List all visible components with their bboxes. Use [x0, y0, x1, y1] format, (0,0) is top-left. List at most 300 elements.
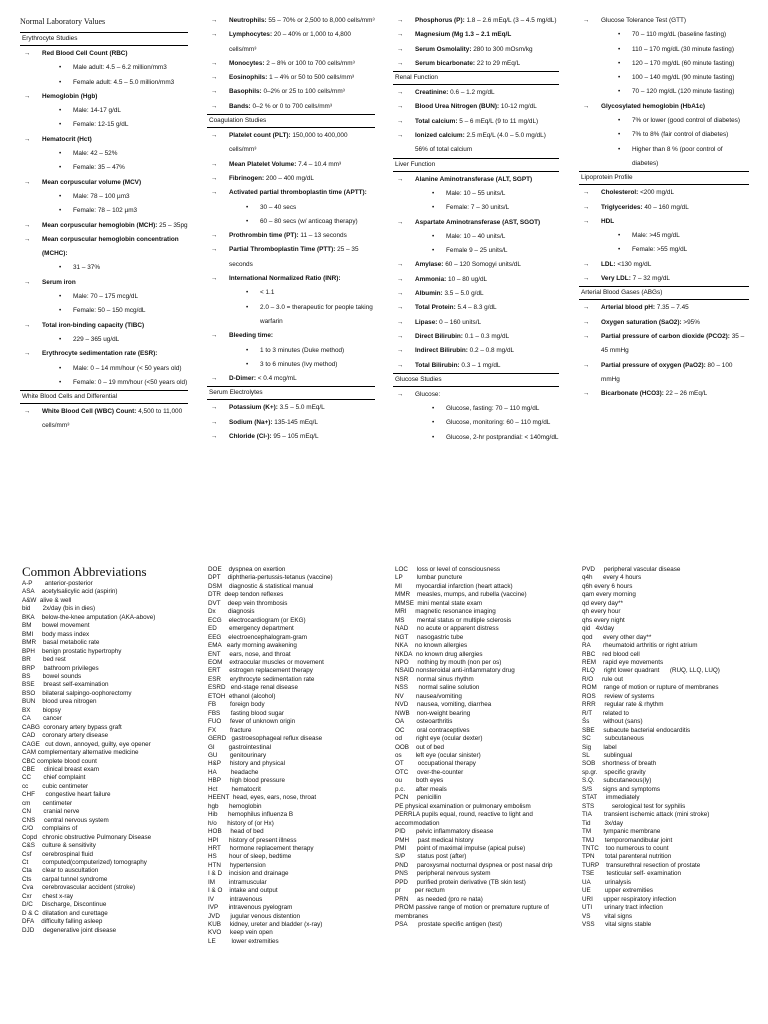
abbreviation-entry: BKA below-the-knee amputation (AKA-above) — [22, 613, 156, 621]
arrow-icon: → — [211, 88, 218, 96]
lab-test-name: Hemoglobin (Hgb) — [42, 92, 98, 100]
lab-test-value: 0–2% or 25 to 100 cells/mm³ — [261, 88, 345, 96]
abbreviation-entry: DJD degenerative joint disease — [22, 926, 117, 934]
lab-test-name: Bleeding time: — [229, 332, 274, 340]
abbreviation-entry: PROM passive range of motion or premature rupture of membranes — [395, 904, 549, 920]
abbreviation-entry: PNS peripheral nervous system — [395, 870, 491, 878]
lab-value-item — [579, 316, 749, 330]
section-heading: Coagulation Studies — [207, 114, 375, 128]
lab-value-item — [393, 316, 559, 330]
lab-test-name: Bicarbonate (HCO3): — [601, 390, 664, 398]
lab-sub-text: Higher than 8 % (poor control of diabetes) — [632, 145, 723, 167]
lab-test-value: 35 – 45 mmHg — [601, 332, 745, 355]
bullet-icon: • — [618, 59, 621, 67]
lab-value-item — [579, 201, 749, 215]
lab-test-name: Total Bilirubin: — [415, 361, 460, 369]
bullet-icon: • — [618, 88, 621, 96]
abbreviation-entry: BM bowel movement — [22, 622, 90, 630]
abbreviation-entry: S/P status post (after) — [395, 853, 467, 861]
abbreviation-entry: GI gastrointestinal — [208, 743, 271, 751]
arrow-icon: → — [583, 203, 590, 211]
lab-sub-value — [20, 147, 188, 161]
lab-test-name: Magnesium (Mg 1.3 – 2.1 mEq/L — [415, 31, 512, 39]
abbreviation-entry: TNTC too numerous to count — [582, 844, 669, 852]
abbreviation-entry: ROM range of motion or rupture of membranes — [582, 684, 719, 692]
arrow-icon: → — [397, 361, 404, 369]
lab-value-item — [207, 14, 375, 28]
abbreviation-entry: PCN penicillin — [395, 794, 442, 802]
lab-test-name: Albumin: — [415, 290, 443, 298]
lab-test-value: 10-12 mg/dL — [499, 103, 537, 111]
lab-value-item — [20, 319, 188, 333]
lab-test-name: Monocytes: — [229, 59, 265, 67]
lab-sub-text: 3 to 6 minutes (Ivy method) — [260, 360, 338, 368]
lab-test-name: Phosphorus (P): — [415, 17, 465, 24]
page-title: Normal Laboratory Values — [20, 17, 106, 26]
abbreviation-entry: PSA prostate specific antigen (test) — [395, 921, 503, 929]
abbreviation-entry: os left eye (ocular sinister) — [395, 751, 481, 759]
lab-sub-text: Male: 42 – 52% — [73, 150, 118, 158]
lab-test-value: 10 – 80 ug/dL — [446, 275, 488, 283]
lab-value-item — [579, 258, 749, 272]
lab-sub-text: Male adult: 4.5 – 6.2 million/mm3 — [73, 64, 167, 72]
lab-sub-value — [393, 230, 559, 244]
abbreviation-entry: NV nausea/vomiting — [395, 692, 462, 700]
lab-value-item — [393, 258, 559, 272]
bullet-icon: • — [618, 45, 621, 53]
lab-sub-value — [393, 187, 559, 201]
lab-test-name: Prothrombin time (PT): — [229, 232, 299, 240]
lab-sub-text: 110 – 170 mg/dL (30 minute fasting) — [632, 45, 734, 53]
section-electrolytes — [207, 386, 375, 444]
abbreviation-entry: MMSE mini mental state exam — [395, 599, 483, 607]
lab-value-item — [20, 133, 188, 147]
section-erythrocyte — [20, 32, 188, 390]
lab-test-value: 25 – 35 seconds — [229, 246, 359, 268]
lab-value-item — [393, 100, 559, 114]
lab-test-value: 3.5 – 5.0 mEq/L — [277, 404, 325, 412]
lab-sub-text: Glucose, monitoring: 60 – 110 mg/dL — [446, 419, 551, 427]
lab-test-value: 80 – 100 mmHg — [601, 361, 733, 383]
lab-value-item — [20, 176, 188, 190]
lab-test-name: Chloride (Cl-): — [229, 433, 272, 441]
lab-value-item — [393, 330, 559, 344]
lab-test-name: Amylase: — [415, 261, 444, 269]
lab-test-name: Lipase: — [415, 318, 438, 326]
lab-test-value: Glucose: — [415, 390, 441, 398]
abbreviation-entry: ASA acetylsalicylic acid (aspirin) — [22, 588, 118, 596]
lab-test-name: Red Blood Cell Count (RBC) — [42, 50, 128, 57]
lab-sub-value — [207, 344, 375, 358]
abbreviation-entry: TPN total parenteral nutrition — [582, 853, 672, 861]
abbreviation-entry: cc cubic centimeter — [22, 782, 89, 790]
bullet-icon: • — [618, 74, 621, 82]
abbreviation-entry: CBC complete blood count — [22, 757, 97, 765]
bullet-icon: • — [59, 364, 62, 372]
lab-value-item — [207, 243, 375, 272]
lab-sub-text: Male: 14-17 g/dL — [73, 107, 121, 115]
abbreviation-entry: LP lumbar puncture — [395, 574, 463, 582]
arrow-icon: → — [211, 246, 218, 254]
lab-value-item — [20, 47, 188, 61]
arrow-icon: → — [583, 275, 590, 283]
lab-sub-value — [20, 76, 188, 90]
lab-test-value: 135-145 mEq/L — [272, 418, 318, 426]
lab-test-value: <200 mg/dL — [638, 189, 675, 197]
lab-value-item — [393, 301, 559, 315]
bullet-icon: • — [246, 360, 249, 368]
abbreviation-entry: CAGE cut down, annoyed, guilty, eye opener — [22, 740, 151, 748]
abbreviation-entry: R/O rule out — [582, 675, 623, 683]
lab-value-item — [207, 85, 375, 99]
arrow-icon: → — [24, 92, 31, 100]
abbreviation-entry: PMH past medical history — [395, 836, 474, 844]
abbreviation-entry: PMI point of maximal impulse (apical pulse) — [395, 844, 526, 852]
arrow-icon: → — [583, 332, 590, 340]
abbreviation-entry: BS bowel sounds — [22, 672, 82, 680]
lab-sub-text: Male: 10 – 40 units/L — [446, 232, 506, 240]
abbreviation-entry: STAT immediately — [582, 794, 640, 802]
lab-value-item — [207, 158, 375, 172]
lab-value-item — [207, 28, 375, 57]
abbreviation-entry: BRP bathroom privileges — [22, 664, 99, 672]
lab-sub-text: 100 – 140 mg/dL (90 minute fasting) — [632, 74, 735, 82]
abbreviation-entry: pr per rectum — [395, 887, 445, 895]
arrow-icon: → — [211, 418, 218, 426]
bullet-icon: • — [618, 117, 621, 125]
abbreviation-entry: Cva cerebrovascular accident (stroke) — [22, 884, 136, 892]
arrow-icon: → — [397, 103, 404, 111]
abbreviation-entry: CNS central nervous system — [22, 816, 109, 824]
abbreviation-entry: URI upper respiratory infection — [582, 895, 677, 903]
abbreviation-entry: CC chief complaint — [22, 774, 86, 782]
lab-sub-value — [393, 416, 559, 430]
lab-value-item — [207, 329, 375, 343]
lab-test-value: 2.5 mEq/L (4.0 – 5.0 mg/dL) 56% of total calcium — [415, 132, 546, 154]
bullet-icon: • — [59, 264, 62, 272]
abbreviation-entry: ENT ears, nose, and throat — [208, 650, 291, 658]
lab-sub-value — [393, 431, 559, 445]
lab-test-name: Total calcium: — [415, 117, 458, 125]
lab-value-item — [393, 129, 559, 158]
lab-sub-text: Male: 78 – 100 µm3 — [73, 192, 130, 200]
abbreviation-entry: ERT estrogen replacement therapy — [208, 667, 313, 675]
abbreviation-entry: BMI body mass index — [22, 630, 90, 638]
abbreviation-entry: SBE subacute bacterial endocarditis — [582, 726, 691, 734]
abbreviation-entry: od right eye (ocular dexter) — [395, 735, 483, 743]
abbreviation-entry: qh every hour — [582, 608, 621, 616]
lab-test-name: Erythrocyte sedimentation rate (ESR): — [42, 350, 158, 358]
lab-sub-value — [207, 201, 375, 215]
lab-sub-value — [207, 301, 375, 330]
arrow-icon: → — [397, 275, 404, 283]
section-heading: Arterial Blood Gases (ABGs) — [579, 286, 749, 300]
lab-test-name: Neutrophils: — [229, 17, 267, 24]
abbreviation-entry: VS vital signs — [582, 912, 633, 920]
bullet-icon: • — [59, 121, 62, 129]
lab-value-item — [20, 233, 188, 262]
arrow-icon: → — [211, 31, 218, 39]
lab-value-item — [579, 215, 749, 229]
abbreviation-entry: D/C Discharge, Discontinue — [22, 901, 107, 909]
abbreviations-column-3 — [395, 566, 575, 929]
lab-test-name: Hematocrit (Hct) — [42, 135, 92, 143]
lab-value-item — [207, 401, 375, 415]
bullet-icon: • — [59, 107, 62, 115]
abbreviation-entry: S.Q. subcutaneous(ly) — [582, 777, 652, 785]
abbreviation-entry: PPD purified protein derivative (TB skin test) — [395, 878, 526, 886]
lab-sub-text: 30 – 40 secs — [260, 203, 297, 211]
abbreviation-entry: Tid 3x/day — [582, 819, 624, 827]
section-heading: Erythrocyte Studies — [20, 32, 188, 46]
lab-test-name: International Normalized Ratio (INR): — [229, 275, 341, 283]
arrow-icon: → — [24, 278, 31, 286]
abbreviation-entry: Cxr chest x-ray — [22, 892, 74, 900]
abbreviation-entry: Csf cerebrospinal fluid — [22, 850, 94, 858]
abbreviation-entry: hgb hemoglobin — [208, 802, 262, 810]
lab-test-name: Indirect Bilirubin: — [415, 347, 468, 355]
section-coagulation — [207, 114, 375, 386]
arrow-icon: → — [211, 332, 218, 340]
lab-column-1 — [20, 14, 188, 434]
lab-test-value: 11 – 13 seconds — [298, 232, 347, 240]
abbreviation-entry: SL sublingual — [582, 751, 633, 759]
abbreviation-entry: NSAID nonsteroidal anti-inflammatory drug — [395, 667, 515, 675]
lab-test-value: 5 – 6 mEq/L (9 to 11 mg/dL) — [457, 117, 539, 125]
abbreviation-entry: MI myocardial infarction (heart attack) — [395, 582, 513, 590]
lab-test-name: Mean Platelet Volume: — [229, 160, 297, 168]
abbreviation-entry: VSS vital signs stable — [582, 921, 652, 929]
lab-column-4 — [579, 14, 749, 401]
lab-sub-text: Male: 10 – 55 units/L — [446, 189, 506, 197]
lab-sub-text: 70 – 110 mg/dL (baseline fasting) — [632, 31, 727, 39]
lab-sub-value — [579, 85, 749, 99]
lab-value-item — [20, 405, 188, 434]
lab-sub-text: Glucose, fasting: 70 – 110 mg/dL — [446, 405, 540, 413]
lab-test-name: Eosinophils: — [229, 74, 268, 82]
bullet-icon: • — [432, 232, 435, 240]
lab-test-value: 4,500 to 11,000 cells/mm³ — [42, 408, 183, 430]
lab-test-name: Activated partial thromboplastin time (APTT): — [229, 189, 367, 197]
lab-sub-value — [393, 201, 559, 215]
arrow-icon: → — [397, 290, 404, 298]
lab-column-2 — [207, 14, 375, 444]
abbreviation-entry: TMJ temporomandibular joint — [582, 836, 673, 844]
arrow-icon: → — [211, 59, 218, 67]
lab-value-item — [393, 57, 559, 71]
abbreviation-entry: NPO nothing by mouth (non per os) — [395, 658, 502, 666]
lab-test-value: 95 – 105 mEq/L — [271, 433, 319, 441]
lab-sub-text: Female: 78 – 102 µm3 — [73, 207, 138, 215]
lab-value-item — [393, 173, 559, 187]
abbreviation-entry: KVO keep vein open — [208, 929, 273, 937]
abbreviation-entry: H&P history and physical — [208, 760, 285, 768]
abbreviation-entry: bid 2x/day (bis in dies) — [22, 605, 96, 613]
lab-test-name: Direct Bilirubin: — [415, 332, 463, 340]
arrow-icon: → — [397, 17, 404, 24]
lab-sub-value — [579, 71, 749, 85]
lab-test-value: 200 – 400 mg/dL — [264, 174, 314, 182]
abbreviation-entry: CHF congestive heart failure — [22, 791, 111, 799]
abbreviation-entry: HOB head of bed — [208, 828, 264, 836]
section-glucose-continued — [579, 14, 749, 171]
lab-value-item — [393, 359, 559, 373]
lab-sub-value — [20, 204, 188, 218]
arrow-icon: → — [211, 17, 218, 24]
abbreviation-entry: PND paroxysmal nocturnal dyspnea or post nasal drip — [395, 861, 553, 869]
abbreviation-entry: Hib hemophilus influenza B — [208, 811, 294, 819]
lab-sub-text: Male: 70 – 175 mcg/dL — [73, 293, 139, 301]
lab-test-name: Mean corpuscular volume (MCV) — [42, 178, 142, 186]
bullet-icon: • — [246, 203, 249, 211]
lab-test-value: >95% — [681, 318, 700, 326]
abbreviation-entry: IV intravenous — [208, 895, 263, 903]
lab-test-value: 55 – 70% or 2,500 to 8,000 cells/mm³ — [266, 17, 375, 24]
lab-test-name: Sodium (Na+): — [229, 418, 273, 426]
lab-value-item — [393, 216, 559, 230]
arrow-icon: → — [211, 189, 218, 197]
abbreviation-entry: LOC loss or level of consciousness — [395, 566, 500, 573]
abbreviation-entry: CAM complementary alternative medicine — [22, 749, 139, 757]
arrow-icon: → — [583, 17, 590, 24]
abbreviation-entry: qod every other day** — [582, 633, 652, 641]
lab-value-item — [393, 273, 559, 287]
section-heading: White Blood Cells and Differential — [20, 390, 188, 404]
abbreviation-entry: ou both eyes — [395, 777, 444, 785]
abbreviation-entry: SOB shortness of breath — [582, 760, 657, 768]
lab-sub-value — [20, 190, 188, 204]
lab-value-item — [393, 14, 559, 28]
abbreviation-entry: qd every day** — [582, 599, 623, 607]
lab-test-value: 1.8 – 2.6 mEq/L (3 – 4.5 mg/dL) — [464, 17, 557, 24]
lab-test-name: LDL: — [601, 260, 616, 268]
lab-sub-value — [20, 261, 188, 275]
abbreviation-entry: BX biopsy — [22, 706, 61, 714]
abbreviation-entry: CBE clinical breast exam — [22, 765, 99, 773]
lab-test-name: D-Dimer: — [229, 375, 256, 383]
arrow-icon: → — [397, 318, 404, 326]
lab-sub-text: Male: 0 – 14 mm/hour (< 50 years old) — [73, 364, 182, 372]
arrow-icon: → — [211, 375, 218, 383]
lab-sub-value — [579, 114, 749, 128]
arrow-icon: → — [24, 408, 31, 416]
lab-value-item — [20, 219, 188, 233]
arrow-icon: → — [397, 304, 404, 312]
lab-sub-text: Female: 50 – 150 mcg/dL — [73, 307, 146, 315]
arrow-icon: → — [211, 433, 218, 441]
abbreviation-entry: FUO fever of unknown origin — [208, 718, 296, 726]
bullet-icon: • — [618, 131, 621, 139]
bullet-icon: • — [59, 378, 62, 386]
abbreviation-entry: BSE breast self-examination — [22, 681, 109, 689]
arrow-icon: → — [211, 102, 218, 110]
lab-sub-text: Female: 35 – 47% — [73, 164, 125, 172]
lab-test-name: White Blood Cell (WBC) Count: — [42, 408, 137, 416]
lab-value-item — [207, 100, 375, 114]
abbreviation-entry: HTN hypertension — [208, 861, 266, 869]
lab-test-name: Partial pressure of oxygen (PaO2): — [601, 361, 706, 369]
abbreviation-entry: CA cancer — [22, 715, 62, 723]
abbreviation-entry: OOB out of bed — [395, 743, 445, 751]
arrow-icon: → — [397, 218, 404, 226]
abbreviation-entry: BMR basal metabolic rate — [22, 639, 100, 647]
abbreviation-entry: LE lower extremities — [208, 937, 279, 945]
abbreviation-entry: UE upper extremities — [582, 887, 654, 895]
abbreviation-entry: sp.gr. specific gravity — [582, 768, 646, 776]
abbreviation-entry: h/o history of (or Hx) — [208, 819, 274, 827]
abbreviation-entry: GERD gastroesophageal reflux disease — [208, 735, 323, 743]
arrow-icon: → — [397, 347, 404, 355]
bullet-icon: • — [618, 232, 621, 240]
lab-sub-value — [20, 304, 188, 318]
lab-test-name: Aspartate Aminotransferase (AST, SGOT) — [415, 218, 541, 226]
lab-value-item — [393, 344, 559, 358]
abbreviation-entry: BPH benign prostatic hypertrophy — [22, 647, 122, 655]
abbreviation-entry: NVD nausea, vomiting, diarrhea — [395, 701, 492, 709]
bullet-icon: • — [618, 31, 621, 39]
lab-value-item — [393, 388, 559, 402]
abbreviation-entry: BR bed rest — [22, 656, 66, 664]
lab-sub-text: Female: 0 – 19 mm/hour (<50 years old) — [73, 378, 188, 386]
lab-sub-text: 2.0 – 3.0 = therapeutic for people taking warfarin — [260, 303, 373, 325]
arrow-icon: → — [397, 89, 404, 97]
abbreviation-entry: I & O intake and output — [208, 887, 278, 895]
lab-test-name: Mean corpuscular hemoglobin concentration (MCHC): — [42, 235, 179, 258]
lab-sub-value — [579, 128, 749, 142]
lab-value-item — [20, 347, 188, 361]
abbreviation-entry: cm centimeter — [22, 799, 73, 807]
lab-test-value: 3.5 – 5.0 g/dL — [442, 290, 484, 298]
abbreviation-entry: p.c. after meals — [395, 785, 447, 793]
abbreviation-entry: NKDA no known drug allergies — [395, 650, 483, 658]
arrow-icon: → — [24, 221, 31, 229]
lab-sub-text: 120 – 170 mg/dL (60 minute fasting) — [632, 59, 735, 67]
abbreviation-entry: NGT nasogastric tube — [395, 633, 464, 641]
bullet-icon: • — [59, 207, 62, 215]
bullet-icon: • — [59, 78, 62, 86]
lab-sub-value — [579, 229, 749, 243]
abbreviation-entry: ED emergency department — [208, 625, 294, 633]
lab-test-name: Very LDL: — [601, 275, 631, 283]
abbreviations-column-1 — [22, 580, 202, 935]
lab-sub-value — [20, 290, 188, 304]
abbreviation-entry: CAD coronary artery disease — [22, 732, 109, 740]
bullet-icon: • — [432, 189, 435, 197]
lab-value-item — [393, 287, 559, 301]
abbreviation-entry: PERRLA pupils equal, round, reactive to light and accommodation — [395, 811, 533, 827]
lab-test-value: 40 – 160 mg/dL — [642, 203, 689, 211]
lab-test-name: Basophils: — [229, 88, 262, 96]
abbreviation-entry: STS serological test for syphilis — [582, 802, 686, 810]
arrow-icon: → — [211, 232, 218, 240]
abbreviation-entry: HS hour of sleep, bedtime — [208, 853, 292, 861]
section-heading: Serum Electrolytes — [207, 386, 375, 400]
arrow-icon: → — [583, 361, 590, 369]
abbreviation-entry: RA rheumatoid arthritis or right atrium — [582, 642, 698, 650]
lab-sub-value — [20, 161, 188, 175]
lab-sub-value — [393, 244, 559, 258]
abbreviation-entry: Cts carpal tunnel syndrome — [22, 875, 108, 883]
abbreviation-entry: BSO bilateral salpingo-oophorectomy — [22, 689, 132, 697]
abbreviation-entry: IVP intravenous pyelogram — [208, 904, 293, 912]
abbreviation-entry: OT occupational therapy — [395, 760, 476, 768]
abbreviation-entry: TIA transient ischemic attack (mini stroke) — [582, 811, 710, 819]
lab-test-name: Blood Urea Nitrogen (BUN): — [415, 103, 500, 111]
bullet-icon: • — [432, 247, 435, 255]
abbreviation-entry: MS mental status or multiple sclerosis — [395, 616, 512, 624]
abbreviation-entry: OTC over-the-counter — [395, 768, 464, 776]
lab-test-name: Alanine Aminotransferase (ALT, SGPT) — [415, 175, 533, 183]
